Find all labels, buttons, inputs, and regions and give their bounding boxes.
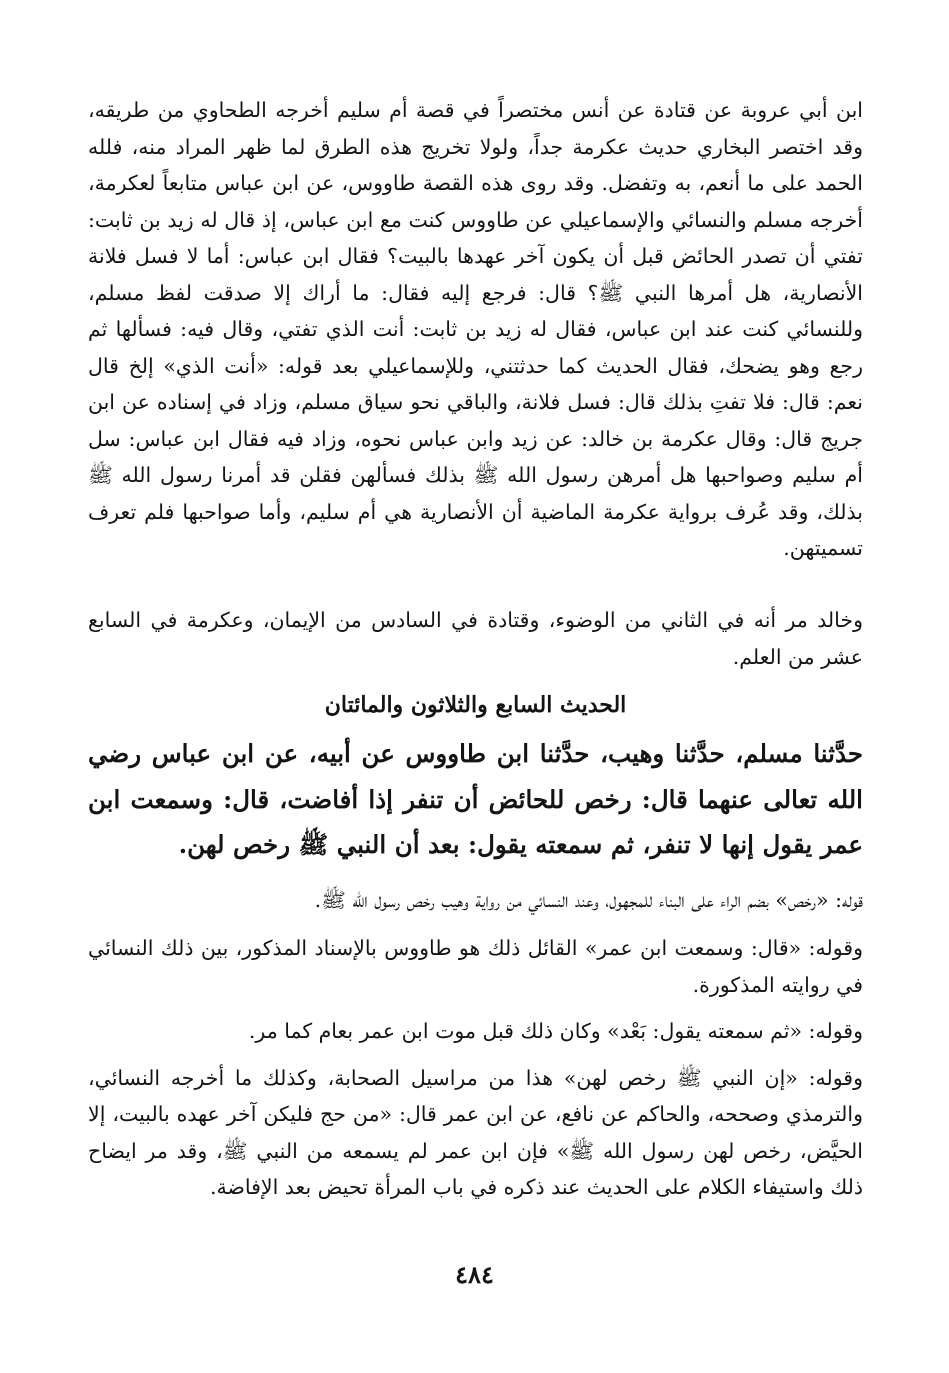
page-number: ٤٨٤ [455, 1260, 494, 1289]
explanation-rukhkhisa: قوله: «رخص» بضم الراء على البناء للمجهول، وعند النسائي من رواية وهيب رخص رسول الله ﷺ. [314, 887, 863, 912]
hadith-heading: الحديث السابع والثلاثون والمائتان [324, 692, 627, 718]
explanation-thumma: وقوله: «ثم سمعته يقول: بَعْد» وكان ذلك قبل موت ابن عمر بعام كما مر. [248, 1019, 863, 1043]
explanation-ibn-umar: وقوله: «قال: وسمعت ابن عمر» القائل ذلك هو طاووس بالإسناد المذكور، بين ذلك النسائي في روايته المذكورة. [88, 936, 863, 997]
page-content [88, 92, 863, 1206]
hadith-text: حدَّثنا مسلم، حدَّثنا وهيب، حدَّثنا ابن طاووس عن أبيه، عن ابن عباس رضي الله تعالى عنهما قال: رخص للحائض أن تنفر إذا أفاضت، قال: وسمعت ابن عمر يقول إنها لا تنفر، ثم سمعته يقول: بعد أن النبي ﷺ رخص لهن. [88, 739, 863, 859]
commentary-paragraph-2: وخالد مر أنه في الثاني من الوضوء، وقتادة في السادس من الإيمان، وعكرمة في السابع عشر من العلم. [88, 608, 863, 669]
commentary-paragraph-1: ابن أبي عروبة عن قتادة عن أنس مختصراً في قصة أم سليم أخرجه الطحاوي من طريقه، وقد اختصر البخاري حديث عكرمة جداً، ولولا تخريج هذه الطرق لما ظهر المراد منه، فلله الحمد على ما أنعم، به وتفضل. وقد روى هذه القصة طاووس، عن ابن عباس متابعاً لعكرمة، أخرجه مسلم والنسائي والإسماعيلي عن طاووس كنت مع ابن عباس، إذ قال له زيد بن ثابت: تفتي أن تصدر الحائض قبل أن يكون آخر عهدها بالبيت؟ فقال ابن عباس: أما لا فسل فلانة الأنصارية، هل أمرها النبي ﷺ؟ قال: فرجع إليه فقال: ما أراك إلا صدقت لفظ مسلم، وللنسائي كنت عند ابن عباس، فقال له زيد بن ثابت: أنت الذي تفتي، وقال فيه: فسألها ثم رجع وهو يضحك، فقال الحديث كما حدثتني، وللإسماعيلي بعد قوله: «أنت الذي» إلخ قال نعم: قال: فلا تفتِ بذلك قال: فسل فلانة، والباقي نحو سياق مسلم، وزاد في إسناده عن ابن جريج قال: وقال عكرمة بن خالد: عن زيد وابن عباس نحوه، وزاد فيه فقال ابن عباس: سل أم سليم وصواحبها هل أمرهن رسول الله ﷺ بذلك فسألهن فقلن قد أمرنا رسول الله ﷺ بذلك، وقد عُرف برواية عكرمة الماضية أن الأنصارية هي أم سليم، وأما صواحبها فلم تعرف تسميتهن. [88, 98, 863, 560]
explanation-inna-nabi: وقوله: «إن النبي ﷺ رخص لهن» هذا من مراسيل الصحابة، وكذلك ما أخرجه النسائي، والترمذي وصححه، والحاكم عن نافع، عن ابن عمر قال: «من حج فليكن آخر عهده بالبيت، إلا الحيَّض، رخص لهن رسول الله ﷺ» فإن ابن عمر لم يسمعه من النبي ﷺ، وقد مر ايضاح ذلك واستيفاء الكلام على الحديث عند ذكره في باب المرأة تحيض بعد الإفاضة. [88, 1065, 863, 1199]
